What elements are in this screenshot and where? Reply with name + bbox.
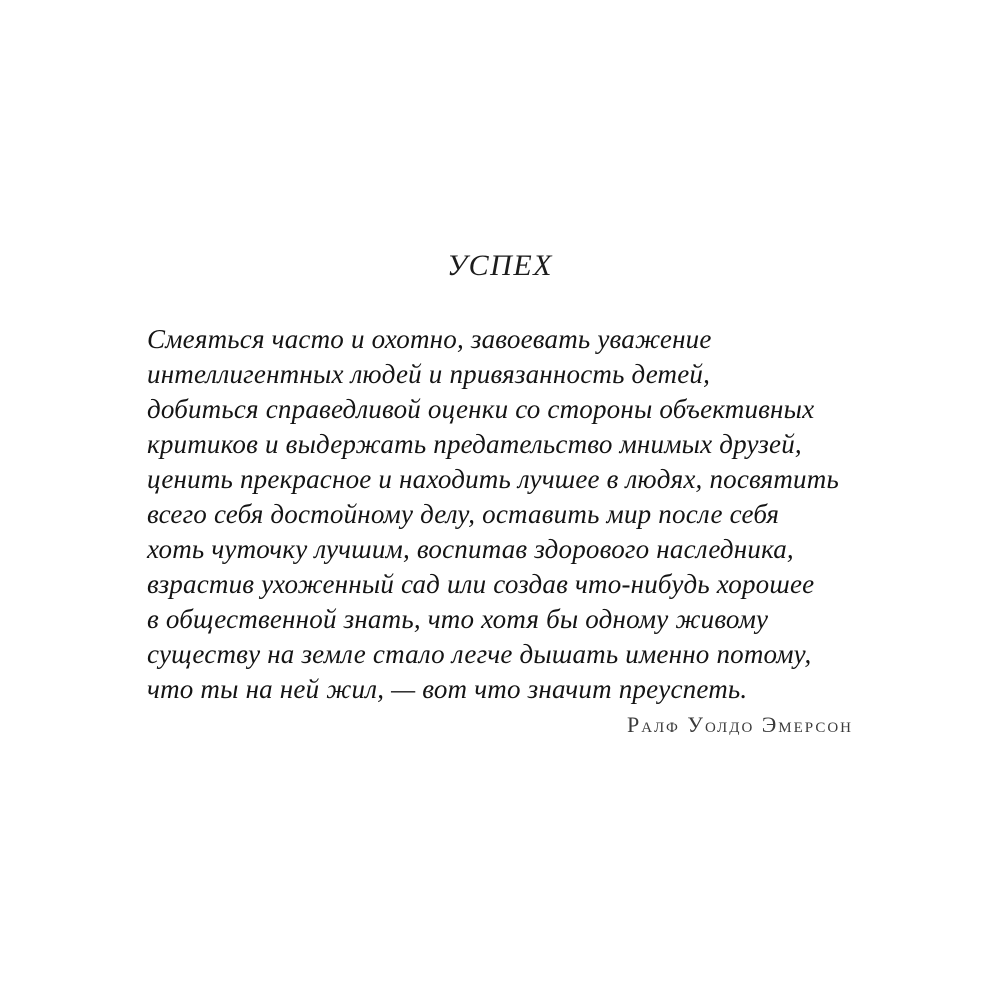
quote-line: хоть чуточку лучшим, воспитав здорового наследника, bbox=[147, 534, 794, 564]
quote-line: всего себя достойному делу, оставить мир после себя bbox=[147, 499, 780, 529]
quote-line: добиться справедливой оценки со стороны объективных bbox=[147, 394, 815, 424]
quote-line: существу на земле стало легче дышать именно потому, bbox=[147, 639, 812, 669]
quote-line: критиков и выдержать предательство мнимых друзей, bbox=[147, 429, 802, 459]
quote-line: ценить прекрасное и находить лучшее в людях, посвятить bbox=[147, 464, 839, 494]
quote-text bbox=[147, 322, 887, 707]
quote-line: в общественной знать, что хотя бы одному живому bbox=[147, 604, 769, 634]
quote-line: взрастив ухоженный сад или создав что-нибудь хорошее bbox=[147, 569, 815, 599]
quote-line: Смеяться часто и охотно, завоевать уважение bbox=[147, 324, 712, 354]
attribution: Ралф Уолдо Эмерсон bbox=[626, 712, 853, 737]
quote-line: интеллигентных людей и привязанность детей, bbox=[147, 359, 711, 389]
quote-line: что ты на ней жил, — вот что значит преуспеть. bbox=[147, 674, 748, 704]
page-title: УСПЕХ bbox=[446, 249, 553, 282]
